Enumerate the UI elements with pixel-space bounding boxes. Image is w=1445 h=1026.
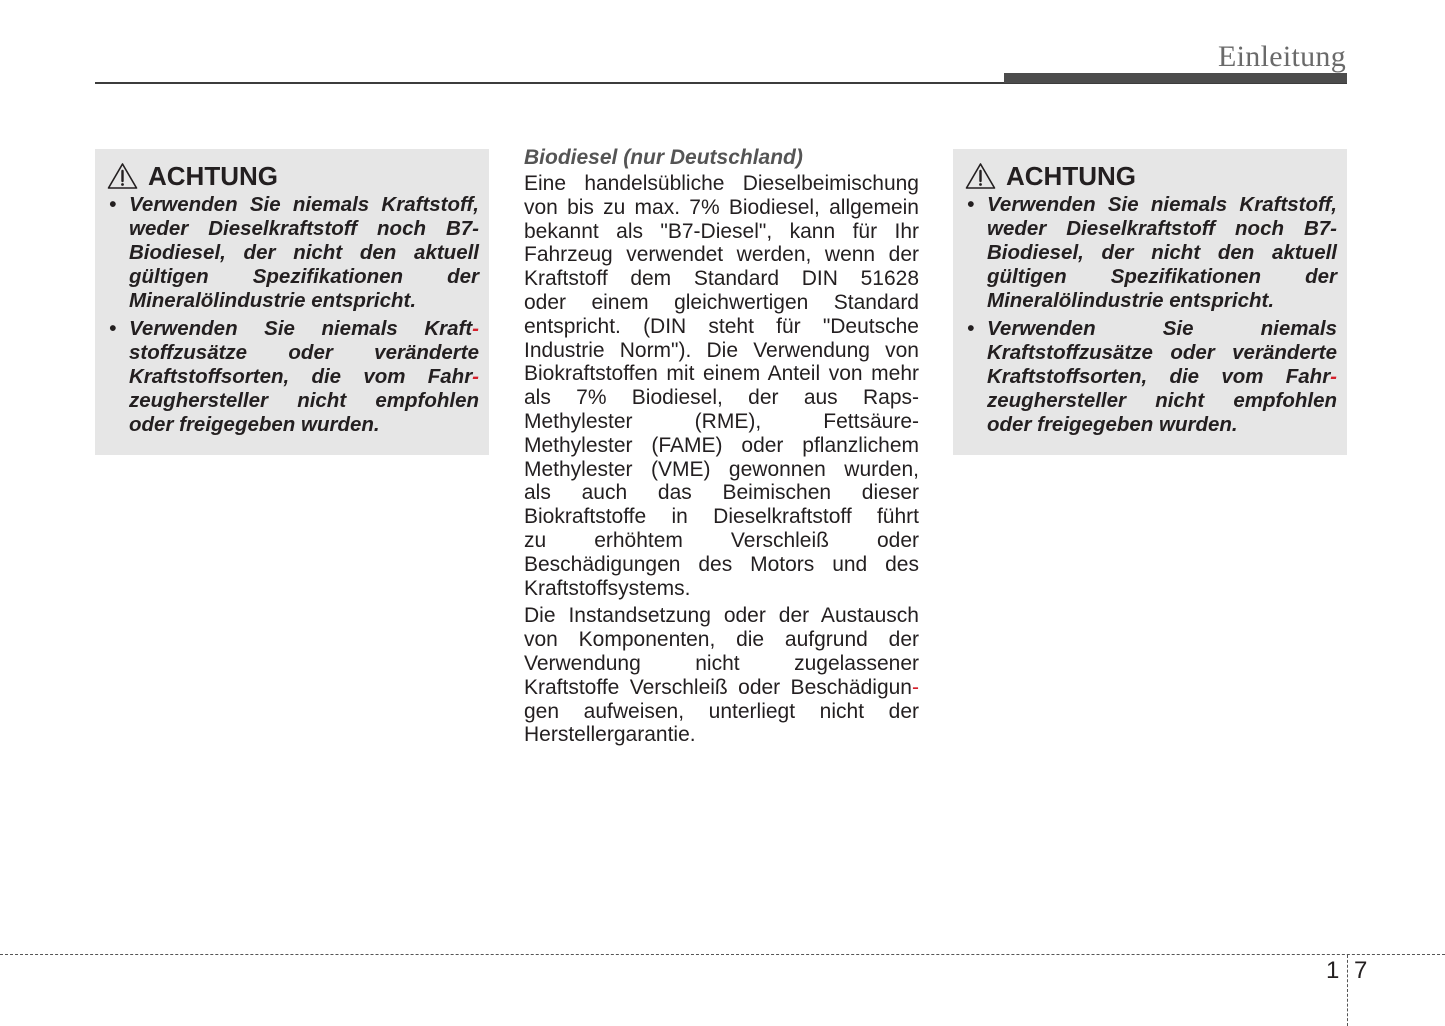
warning-title [965, 161, 1337, 191]
page-header-title: Einleitung [1218, 40, 1346, 73]
warning-line [129, 365, 479, 389]
warning-line: weder Dieselkraftstoff noch B7- [987, 217, 1337, 240]
warning-item [107, 193, 479, 313]
warning-list [107, 193, 479, 437]
paragraph-line: oder einem gleichwertigen Standard [524, 290, 919, 314]
warning-line: Biodiesel, der nicht den aktuell [129, 241, 479, 264]
paragraph-line: von bis zu max. 7% Biodiesel, allgemein [524, 195, 919, 219]
warning-triangle-icon [965, 162, 996, 190]
main-column [524, 146, 919, 751]
warning-title-text: ACHTUNG [148, 160, 278, 191]
paragraph-line [524, 676, 919, 700]
header-bar [1004, 73, 1347, 83]
footer-dashed-rule [0, 954, 1445, 955]
warning-line: stoffzusätze oder veränderte [129, 341, 479, 364]
warning-line: oder freigegeben wurden. [987, 413, 1238, 436]
paragraph-line: als auch das Beimischen dieser [524, 481, 919, 505]
paragraph-line: Biokraftstoffe in Dieselkraftstoff führt [524, 505, 919, 529]
paragraph-line: Eine handelsübliche Dieselbeimischung [524, 172, 919, 195]
paragraph-line: entspricht. (DIN steht für "Deutsche [524, 314, 919, 338]
warning-text: Kraftstoffsorten, die vom Fahr [987, 365, 1331, 388]
bullet: • [109, 317, 117, 340]
warning-line: gültigen Spezifikationen der [129, 265, 479, 288]
hyphen-mark: - [912, 675, 919, 699]
warning-line: Biodiesel, der nicht den aktuell [987, 241, 1337, 264]
warning-line: Verwenden Sie niemals Kraftstoff, [987, 193, 1337, 216]
paragraph-line: Verwendung nicht zugelassener [524, 651, 919, 675]
page-number: 7 [1354, 957, 1368, 984]
paragraph [524, 604, 919, 747]
warning-title [107, 161, 479, 191]
paragraph-line: von Komponenten, die aufgrund der [524, 628, 919, 652]
hyphen-mark: - [472, 365, 479, 388]
paragraph-line: Beschädigungen des Motors und des [524, 552, 919, 576]
bullet: • [109, 193, 117, 216]
paragraph [524, 172, 919, 600]
chapter-number: 1 [1326, 957, 1340, 984]
warning-line: Mineralölindustrie entspricht. [987, 289, 1275, 312]
warning-triangle-icon [107, 162, 138, 190]
warning-box-right [953, 149, 1347, 455]
paragraph-line: Methylester (VME) gewonnen wurden, [524, 457, 919, 481]
paragraph-line: Methylester (RME), Fettsäure- [524, 409, 919, 433]
paragraph-line: Biokraftstoffen mit einem Anteil von mehr [524, 362, 919, 386]
paragraph-line: gen aufweisen, unterliegt nicht der [524, 699, 919, 723]
hyphen-mark: - [472, 317, 479, 340]
paragraph-line: Herstellergarantie. [524, 723, 696, 747]
paragraph-line: bekannt als "B7-Diesel", kann für Ihr [524, 219, 919, 243]
warning-text: Verwenden Sie niemals Kraft [129, 317, 473, 340]
paragraph-line: Industrie Norm"). Die Verwendung von [524, 338, 919, 362]
section-title: Biodiesel (nur Deutschland) [524, 146, 803, 169]
paragraph-text: Kraftstoffe Verschleiß oder Beschädigun [524, 675, 912, 699]
warning-box-left [95, 149, 489, 455]
hyphen-mark: - [1330, 365, 1337, 388]
warning-line: weder Dieselkraftstoff noch B7- [129, 217, 479, 240]
paragraph-line: als 7% Biodiesel, der aus Raps- [524, 386, 919, 410]
paragraph-line: Fahrzeug verwendet werden, wenn der [524, 243, 919, 267]
warning-text: Kraftstoffsorten, die vom Fahr [129, 365, 473, 388]
warning-line: Mineralölindustrie entspricht. [129, 289, 417, 312]
warning-line: zeughersteller nicht empfohlen [129, 389, 479, 412]
bullet: • [967, 317, 975, 340]
warning-line: gültigen Spezifikationen der [987, 265, 1337, 288]
warning-title-text: ACHTUNG [1006, 160, 1136, 191]
warning-line: zeughersteller nicht empfohlen [987, 389, 1337, 412]
paragraph-line: Methylester (FAME) oder pflanzlichem [524, 433, 919, 457]
warning-line: Verwenden Sie niemals Kraftstoff, [129, 193, 479, 216]
warning-list [965, 193, 1337, 437]
bullet: • [967, 193, 975, 216]
paragraph-line: zu erhöhtem Verschleiß oder [524, 528, 919, 552]
warning-line [129, 317, 479, 341]
footer-dashed-divider [1347, 955, 1348, 1026]
warning-line: Verwenden Sie niemals [987, 317, 1337, 340]
paragraph-line: Kraftstoff dem Standard DIN 51628 [524, 267, 919, 291]
warning-item [965, 193, 1337, 313]
warning-line [987, 365, 1337, 389]
warning-item [965, 317, 1337, 437]
paragraph-line: Kraftstoffsystems. [524, 576, 691, 600]
paragraph-line: Die Instandsetzung oder der Austausch [524, 604, 919, 628]
warning-line: Kraftstoffzusätze oder veränderte [987, 341, 1337, 364]
warning-item [107, 317, 479, 437]
warning-line: oder freigegeben wurden. [129, 413, 380, 436]
